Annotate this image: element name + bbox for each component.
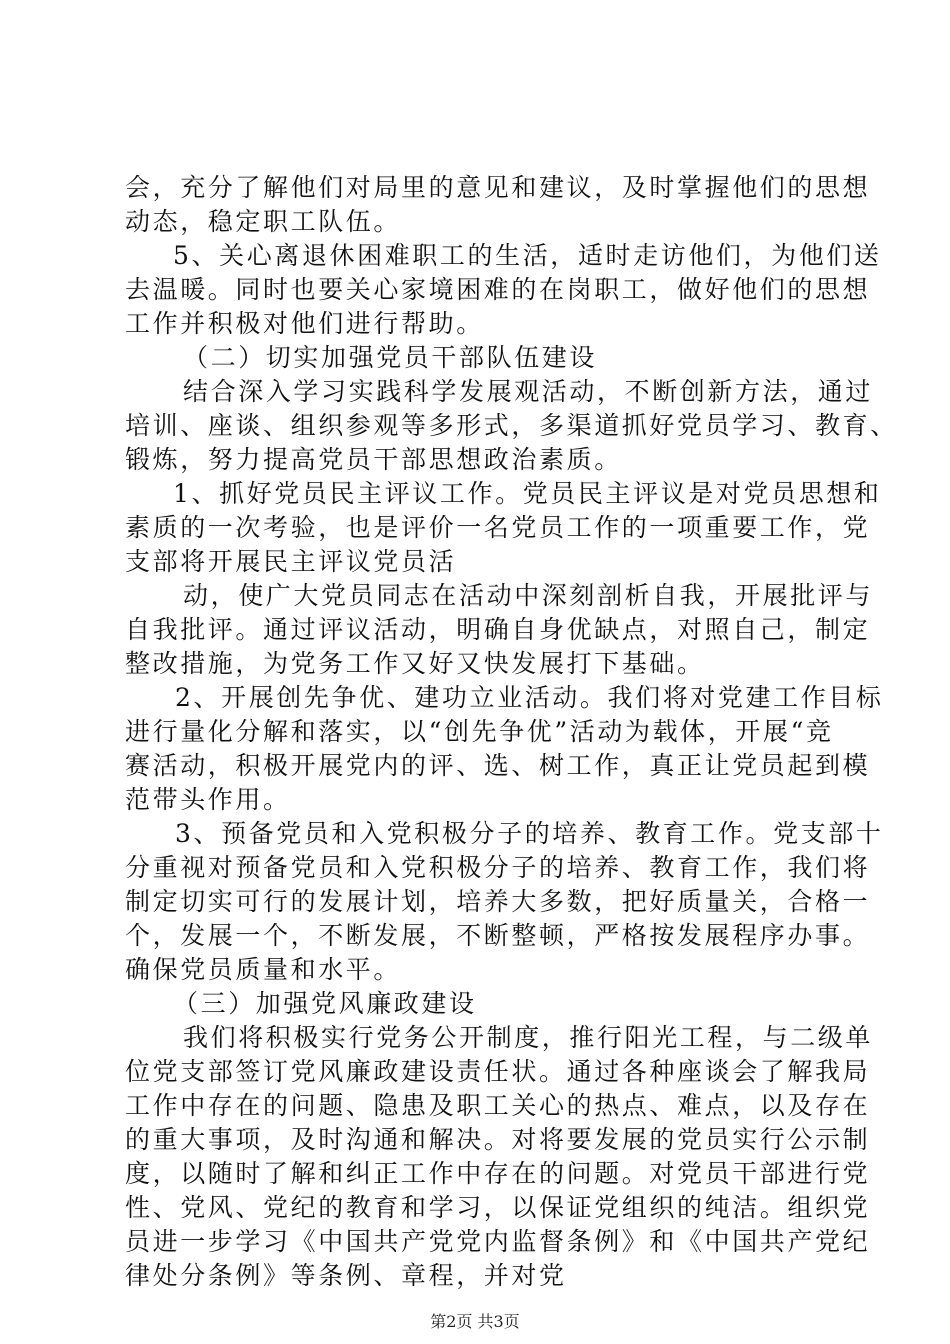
text-line: 确保党员质量和水平。 <box>125 955 402 984</box>
text-line: 度，以随时了解和纠正工作中存在的问题。对党员干部进行党 <box>125 1159 871 1188</box>
text-line: 锻炼，努力提高党员干部思想政治素质。 <box>125 445 622 474</box>
text-line: 范带头作用。 <box>125 785 291 814</box>
text-line: 素质的一次考验，也是评价一名党员工作的一项重要工作，党 <box>125 513 871 542</box>
text-line: 结合深入学习实践科学发展观活动，不断创新方法，通过 <box>183 377 874 406</box>
section-heading: （二）切实加强党员干部队伍建设 <box>183 343 598 372</box>
text-line: 支部将开展民主评议党员活 <box>125 547 457 576</box>
text-line: 赛活动，积极开展党内的评、选、树工作，真正让党员起到模 <box>125 751 871 780</box>
text-line: 的重大事项，及时沟通和解决。对将要发展的党员实行公示制 <box>125 1125 871 1154</box>
text-line: 工作并积极对他们进行帮助。 <box>125 309 484 338</box>
text-line: 分重视对预备党员和入党积极分子的培养、教育工作，我们将 <box>125 853 871 882</box>
text-line: 1、抓好党员民主评议工作。党员民主评议是对党员思想和 <box>173 479 882 508</box>
text-line: 性、党风、党纪的教育和学习，以保证党组织的纯洁。组织党 <box>125 1193 871 1222</box>
text-line: 动，使广大党员同志在活动中深刻剖析自我，开展批评与 <box>183 581 874 610</box>
text-line: 2、开展创先争优、建功立业活动。我们将对党建工作目标 <box>175 683 884 712</box>
text-line: 制定切实可行的发展计划，培养大多数，把好质量关，合格一 <box>125 887 871 916</box>
text-line: 会，充分了解他们对局里的意见和建议，及时掌握他们的思想 <box>125 173 871 202</box>
section-heading: （三）加强党风廉政建设 <box>173 989 477 1018</box>
text-line: 3、预备党员和入党积极分子的培养、教育工作。党支部十 <box>175 819 884 848</box>
text-line: 整改措施，为党务工作又好又快发展打下基础。 <box>125 649 705 678</box>
page-footer: 第2页 共3页 <box>430 1312 520 1331</box>
text-line: 我们将积极实行党务公开制度，推行阳光工程，与二级单 <box>183 1023 874 1052</box>
text-line: 工作中存在的问题、隐患及职工关心的热点、难点，以及存在 <box>125 1091 871 1120</box>
text-line: 5、关心离退休困难职工的生活，适时走访他们，为他们送 <box>173 241 882 270</box>
text-line: 律处分条例》等条例、章程，并对党 <box>125 1261 567 1290</box>
text-line: 进行量化分解和落实，以“创先争优”活动为载体，开展“竞 <box>125 717 834 746</box>
text-line: 去温暖。同时也要关心家境困难的在岗职工，做好他们的思想 <box>125 275 871 304</box>
text-line: 员进一步学习《中国共产党党内监督条例》和《中国共产党纪 <box>125 1227 871 1256</box>
text-line: 位党支部签订党风廉政建设责任状。通过各种座谈会了解我局 <box>125 1057 871 1086</box>
text-line: 个，发展一个，不断发展，不断整顿，严格按发展程序办事。 <box>125 921 871 950</box>
text-line: 自我批评。通过评议活动，明确自身优缺点，对照自己，制定 <box>125 615 871 644</box>
text-line: 培训、座谈、组织参观等多形式，多渠道抓好党员学习、教育、 <box>125 411 898 440</box>
text-line: 动态，稳定职工队伍。 <box>125 207 402 236</box>
